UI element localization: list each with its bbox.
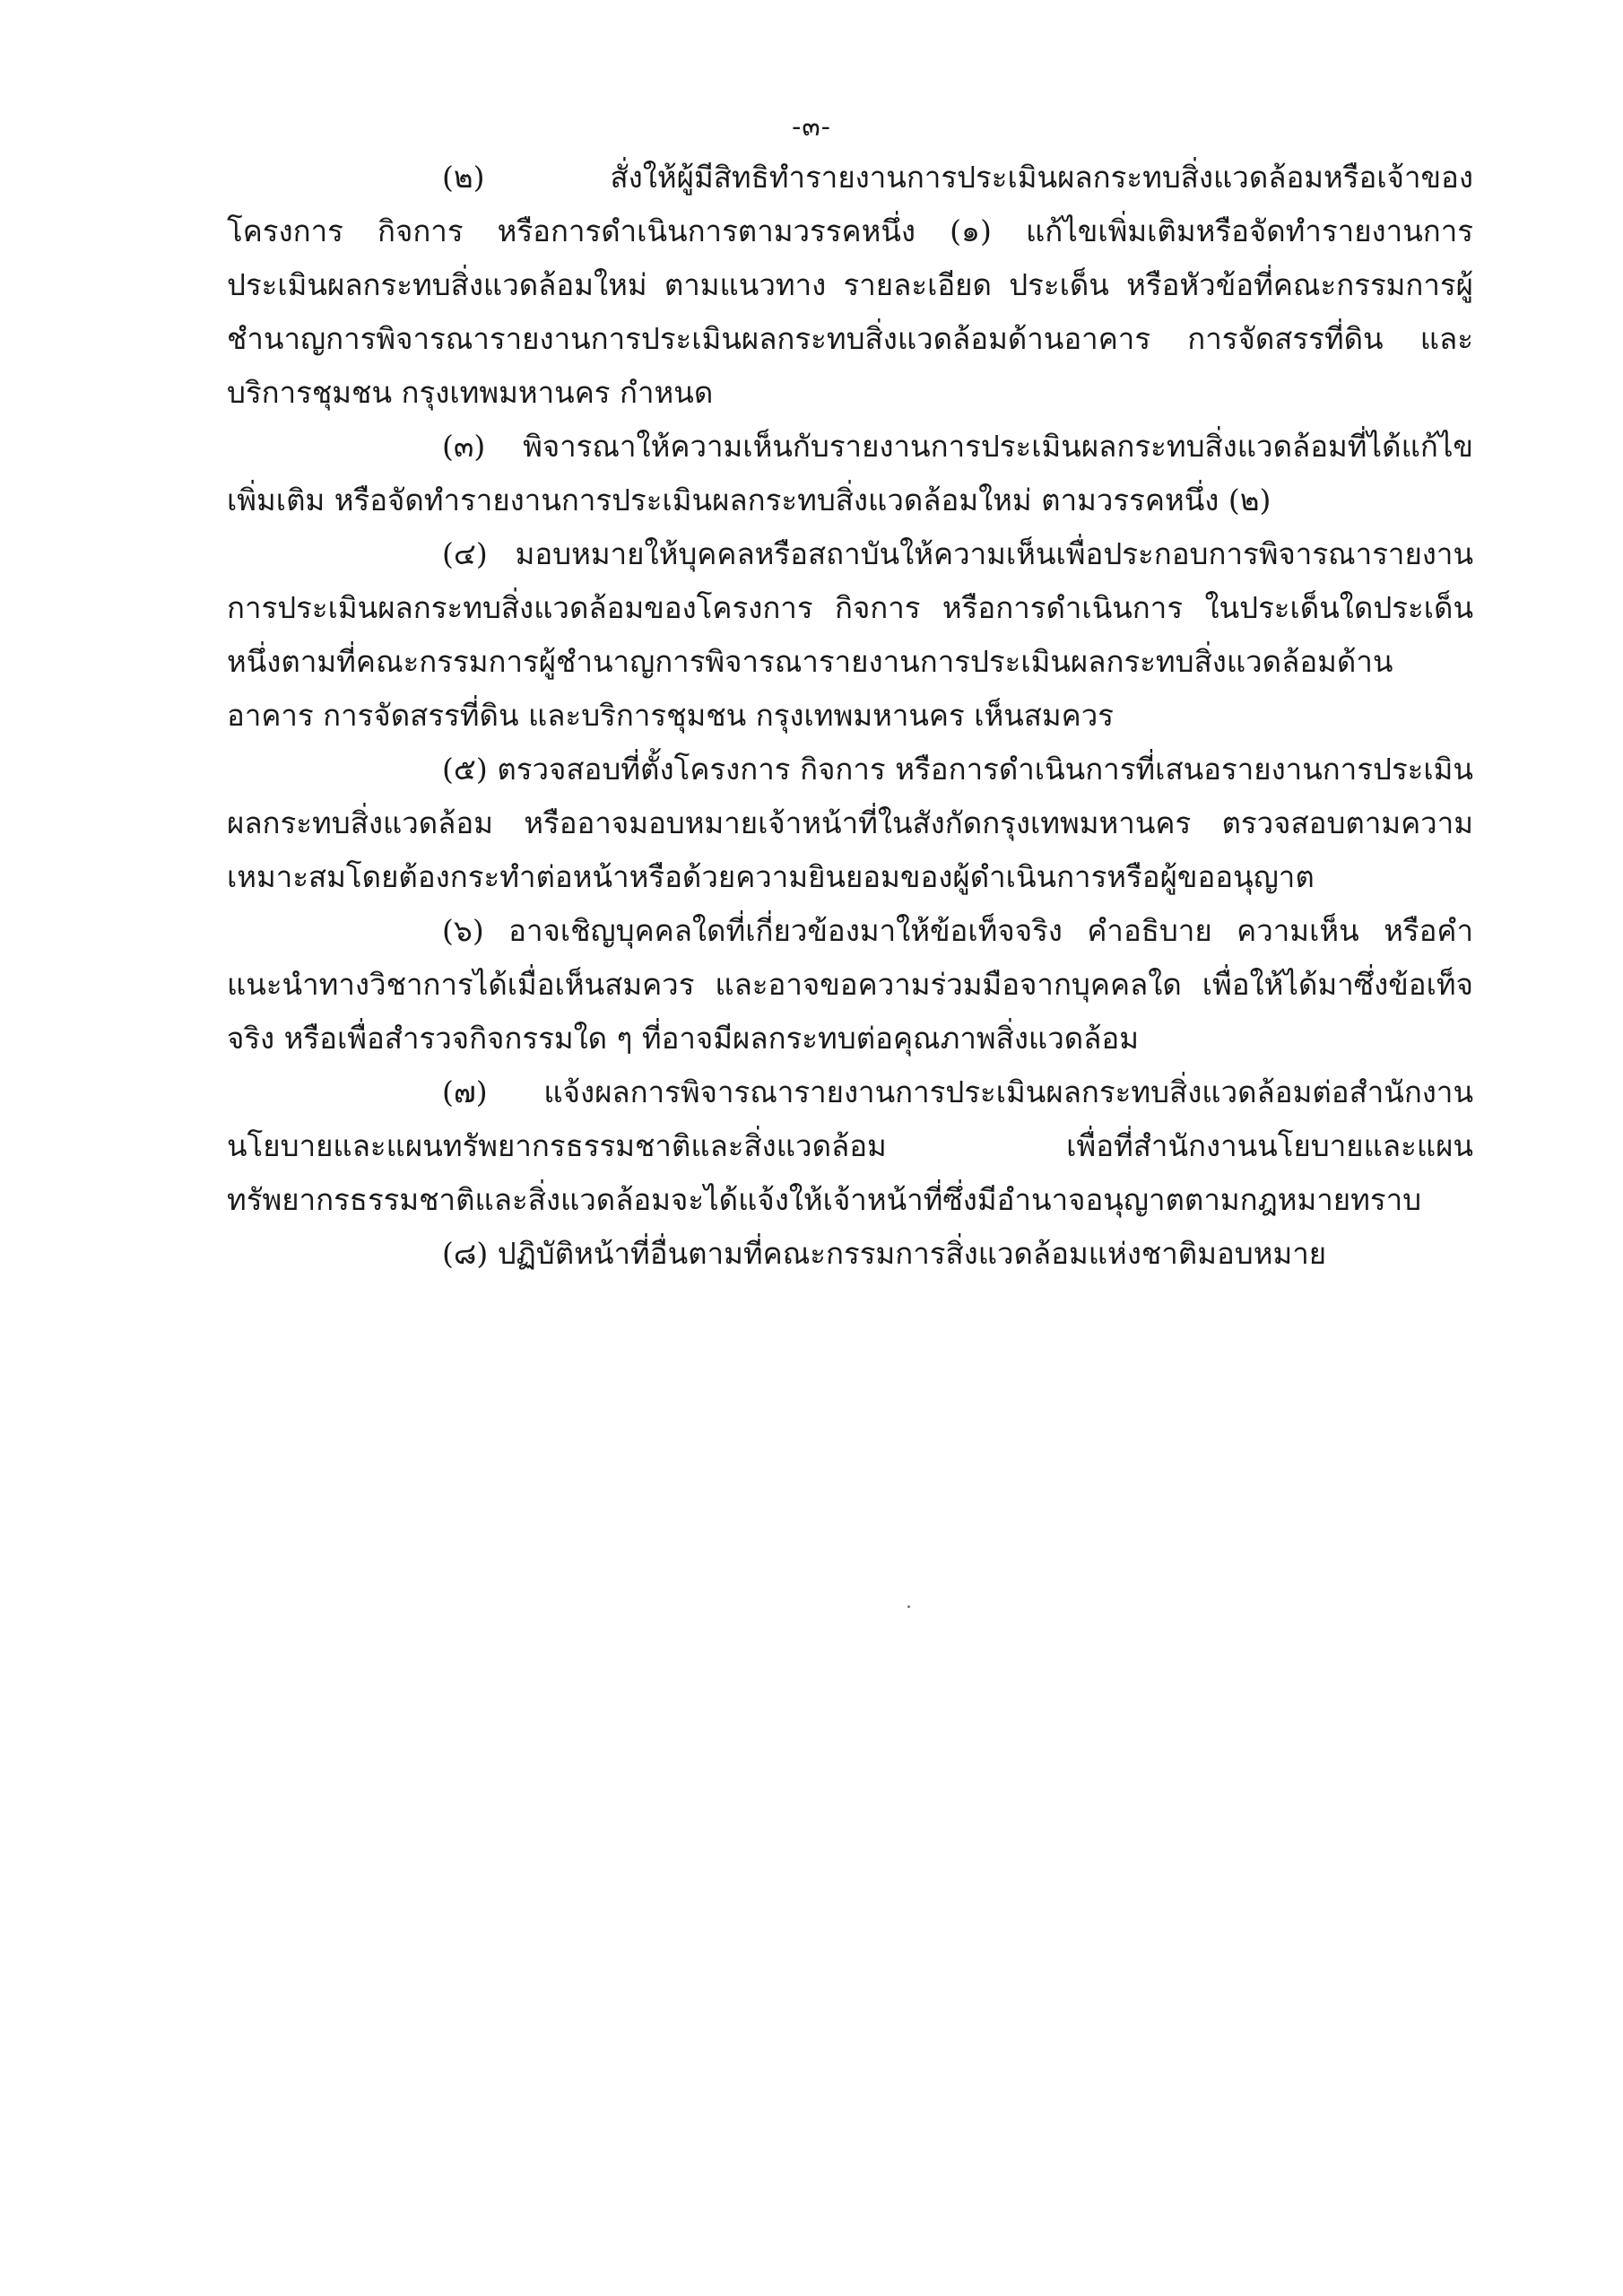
duty-item-6: (๖) อาจเชิญบุคคลใดที่เกี่ยวข้องมาให้ข้อเท็จจริง คำอธิบาย ความเห็น หรือคำแนะนำทางวิชาการได้เมื่อเห็นสมควร และอาจขอความร่วมมือจากบุคคลใด เพื่อให้ได้มาซึ่งข้อเท็จจริง หรือเพื่อสำรวจกิจกรรมใด ๆ ที่อาจมีผลกระทบต่อคุณภาพสิ่งแวดล้อม	[227, 913, 1473, 1056]
duty-item-7: (๗) แจ้งผลการพิจารณารายงานการประเมินผลกระทบสิ่งแวดล้อมต่อสำนักงานนโยบายและแผนทรัพยากรธรรมชาติและสิ่งแวดล้อม เพื่อที่สำนักงานนโยบายและแผนทรัพยากรธรรมชาติและสิ่งแวดล้อมจะได้แจ้งให้เจ้าหน้าที่ซึ่งมีอำนาจอนุญาตตามกฎหมายทราบ	[227, 1074, 1473, 1217]
duty-item-8: (๘) ปฏิบัติหน้าที่อื่นตามที่คณะกรรมการสิ่งแวดล้อมแห่งชาติมอบหมาย	[442, 1236, 1327, 1271]
duty-item-3: (๓) พิจารณาให้ความเห็นกับรายงานการประเมินผลกระทบสิ่งแวดล้อมที่ได้แก้ไข เพิ่มเติม หรือจัดทำรายงานการประเมินผลกระทบสิ่งแวดล้อมใหม่ ตามวรรคหนึ่ง (๒)	[227, 429, 1473, 517]
duty-item-4: (๔) มอบหมายให้บุคคลหรือสถาบันให้ความเห็นเพื่อประกอบการพิจารณารายงานการประเมินผลกระทบสิ่งแวดล้อมของโครงการ กิจการ หรือการดำเนินการ ในประเด็นใดประเด็นหนึ่งตามที่คณะกรรมการผู้ชำนาญการพิจารณารายงานการประเมินผลกระทบสิ่งแวดล้อมด้านอาคาร การจัดสรรที่ดิน และบริการชุมชน กรุงเทพมหานคร เห็นสมควร	[227, 536, 1473, 733]
scan-speck	[907, 1605, 910, 1608]
duty-item-5: (๕) ตรวจสอบที่ตั้งโครงการ กิจการ หรือการดำเนินการที่เสนอรายงานการประเมินผลกระทบสิ่งแวดล้อม หรืออาจมอบหมายเจ้าหน้าที่ในสังกัดกรุงเทพมหานคร ตรวจสอบตามความเหมาะสมโดยต้องกระทำต่อหน้าหรือด้วยความยินยอมของผู้ดำเนินการหรือผู้ขออนุญาต	[227, 752, 1473, 894]
duties-list	[227, 151, 1473, 1281]
duty-item-2: (๒) สั่งให้ผู้มีสิทธิทำรายงานการประเมินผลกระทบสิ่งแวดล้อมหรือเจ้าของโครงการ กิจการ หรือการดำเนินการตามวรรคหนึ่ง (๑) แก้ไขเพิ่มเติมหรือจัดทำรายงานการประเมินผลกระทบสิ่งแวดล้อมใหม่ ตามแนวทาง รายละเอียด ประเด็น หรือหัวข้อที่คณะกรรมการผู้ชำนาญการพิจารณารายงานการประเมินผลกระทบสิ่งแวดล้อมด้านอาคาร การจัดสรรที่ดิน และบริการชุมชน กรุงเทพมหานคร กำหนด	[227, 160, 1473, 410]
page-number: -๓-	[792, 111, 831, 143]
